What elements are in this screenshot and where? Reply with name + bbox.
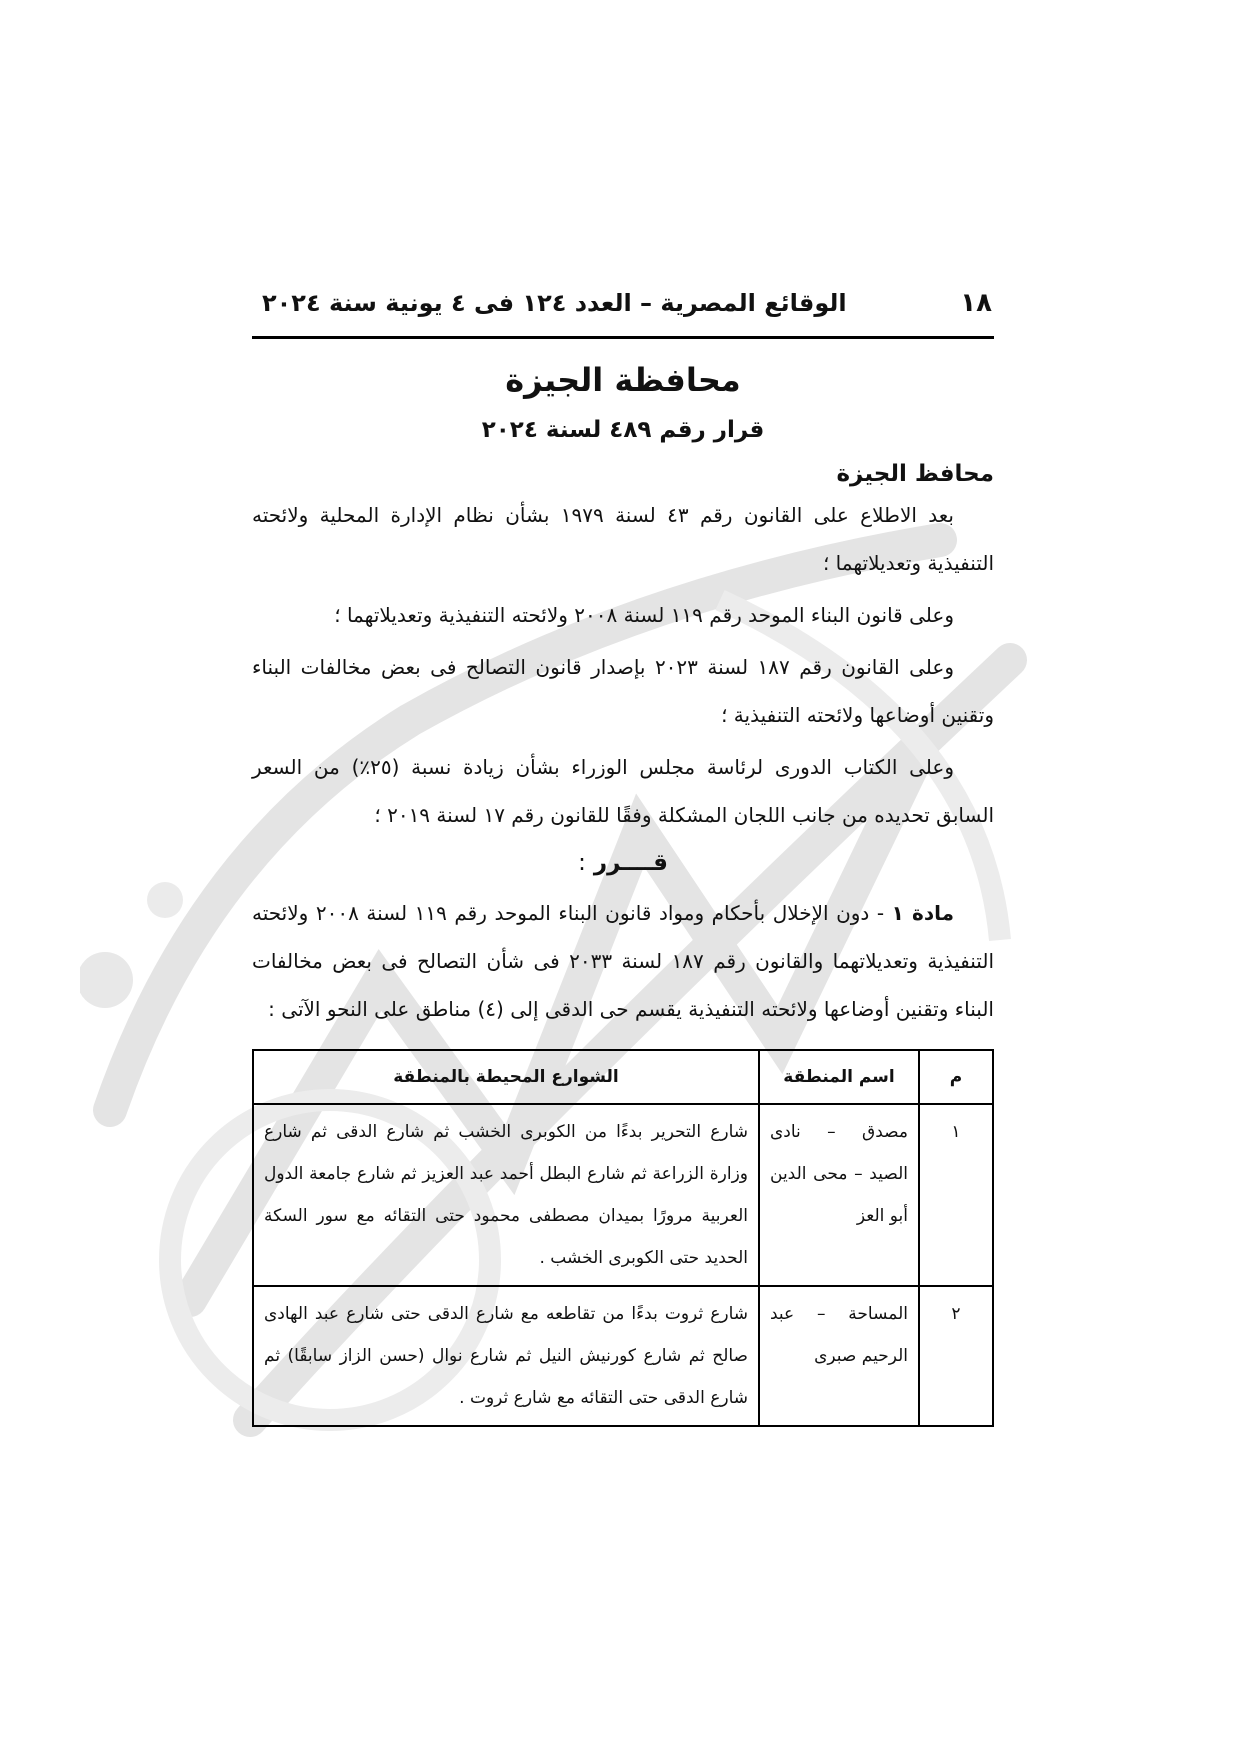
decided-heading <box>252 841 994 885</box>
decided-label: قــــرر <box>593 850 668 876</box>
issuer-heading: محافظ الجيزة <box>836 461 994 487</box>
header-num: م <box>919 1050 993 1104</box>
article-1 <box>252 889 994 1033</box>
document-page <box>252 280 994 1427</box>
table-row <box>253 1286 993 1426</box>
header-zone-name: اسم المنطقة <box>759 1050 919 1104</box>
decided-colon: : <box>578 850 586 876</box>
row-num: ١ <box>919 1104 993 1286</box>
header-streets: الشوارع المحيطة بالمنطقة <box>253 1050 759 1104</box>
row-zone-name: المساحة – عبد الرحيم صبرى <box>759 1286 919 1426</box>
preamble-paragraph-3: وعلى القانون رقم ١٨٧ لسنة ٢٠٢٣ بإصدار قانون التصالح فى بعض مخالفات البناء وتقنين أوضاعها ولائحته التنفيذية ؛ <box>252 655 994 727</box>
table-row <box>253 1104 993 1286</box>
decree-title: قرار رقم ٤٨٩ لسنة ٢٠٢٤ <box>481 417 765 443</box>
preamble-paragraph-4: وعلى الكتاب الدورى لرئاسة مجلس الوزراء بشأن زيادة نسبة (٢٥٪) من السعر السابق تحديده من جانب اللجان المشكلة وفقًا للقانون رقم ١٧ لسنة ٢٠١٩ ؛ <box>252 755 994 827</box>
article-1-text: - دون الإخلال بأحكام ومواد قانون البناء الموحد رقم ١١٩ لسنة ٢٠٠٨ ولائحته التنفيذية وتعديلاتهما والقانون رقم ١٨٧ لسنة ٢٠٣٣ فى شأن التصالح فى بعض مخالفات البناء وتقنين أوضاعها ولائحته التنفيذية يقسم حى الدقى إلى (٤) مناطق على النحو الآتى : <box>252 901 994 1021</box>
row-zone-name: مصدق – نادى الصيد – محى الدين أبو العز <box>759 1104 919 1286</box>
row-num: ٢ <box>919 1286 993 1426</box>
running-header <box>252 280 994 339</box>
governorate-title: محافظة الجيزة <box>505 361 741 399</box>
article-1-label: مادة ١ <box>891 901 954 925</box>
zones-table <box>252 1049 994 1427</box>
row-streets: شارع ثروت بدءًا من تقاطعه مع شارع الدقى حتى شارع عبد الهادى صالح ثم شارع كورنيش النيل ثم شارع نوال (حسن الزاز سابقًا) ثم شارع الدقى حتى التقائه مع شارع ثروت . <box>253 1286 759 1426</box>
row-streets: شارع التحرير بدءًا من الكوبرى الخشب ثم شارع الدقى ثم شارع وزارة الزراعة ثم شارع البطل أحمد عبد العزيز ثم شارع جامعة الدول العربية مرورًا بميدان مصطفى محمود حتى التقائه مع سور السكة الحديد حتى الكوبرى الخشب . <box>253 1104 759 1286</box>
preamble-paragraph-1: بعد الاطلاع على القانون رقم ٤٣ لسنة ١٩٧٩ بشأن نظام الإدارة المحلية ولائحته التنفيذية وتعديلاتهما ؛ <box>252 503 994 575</box>
preamble-paragraph-2: وعلى قانون البناء الموحد رقم ١١٩ لسنة ٢٠٠٨ ولائحته التنفيذية وتعديلاتهما ؛ <box>334 603 954 627</box>
page-number: ١٨ <box>960 288 992 318</box>
table-header-row <box>253 1050 993 1104</box>
publication-title: الوقائع المصرية – العدد ١٢٤ فى ٤ يونية سنة ٢٠٢٤ <box>262 289 847 317</box>
